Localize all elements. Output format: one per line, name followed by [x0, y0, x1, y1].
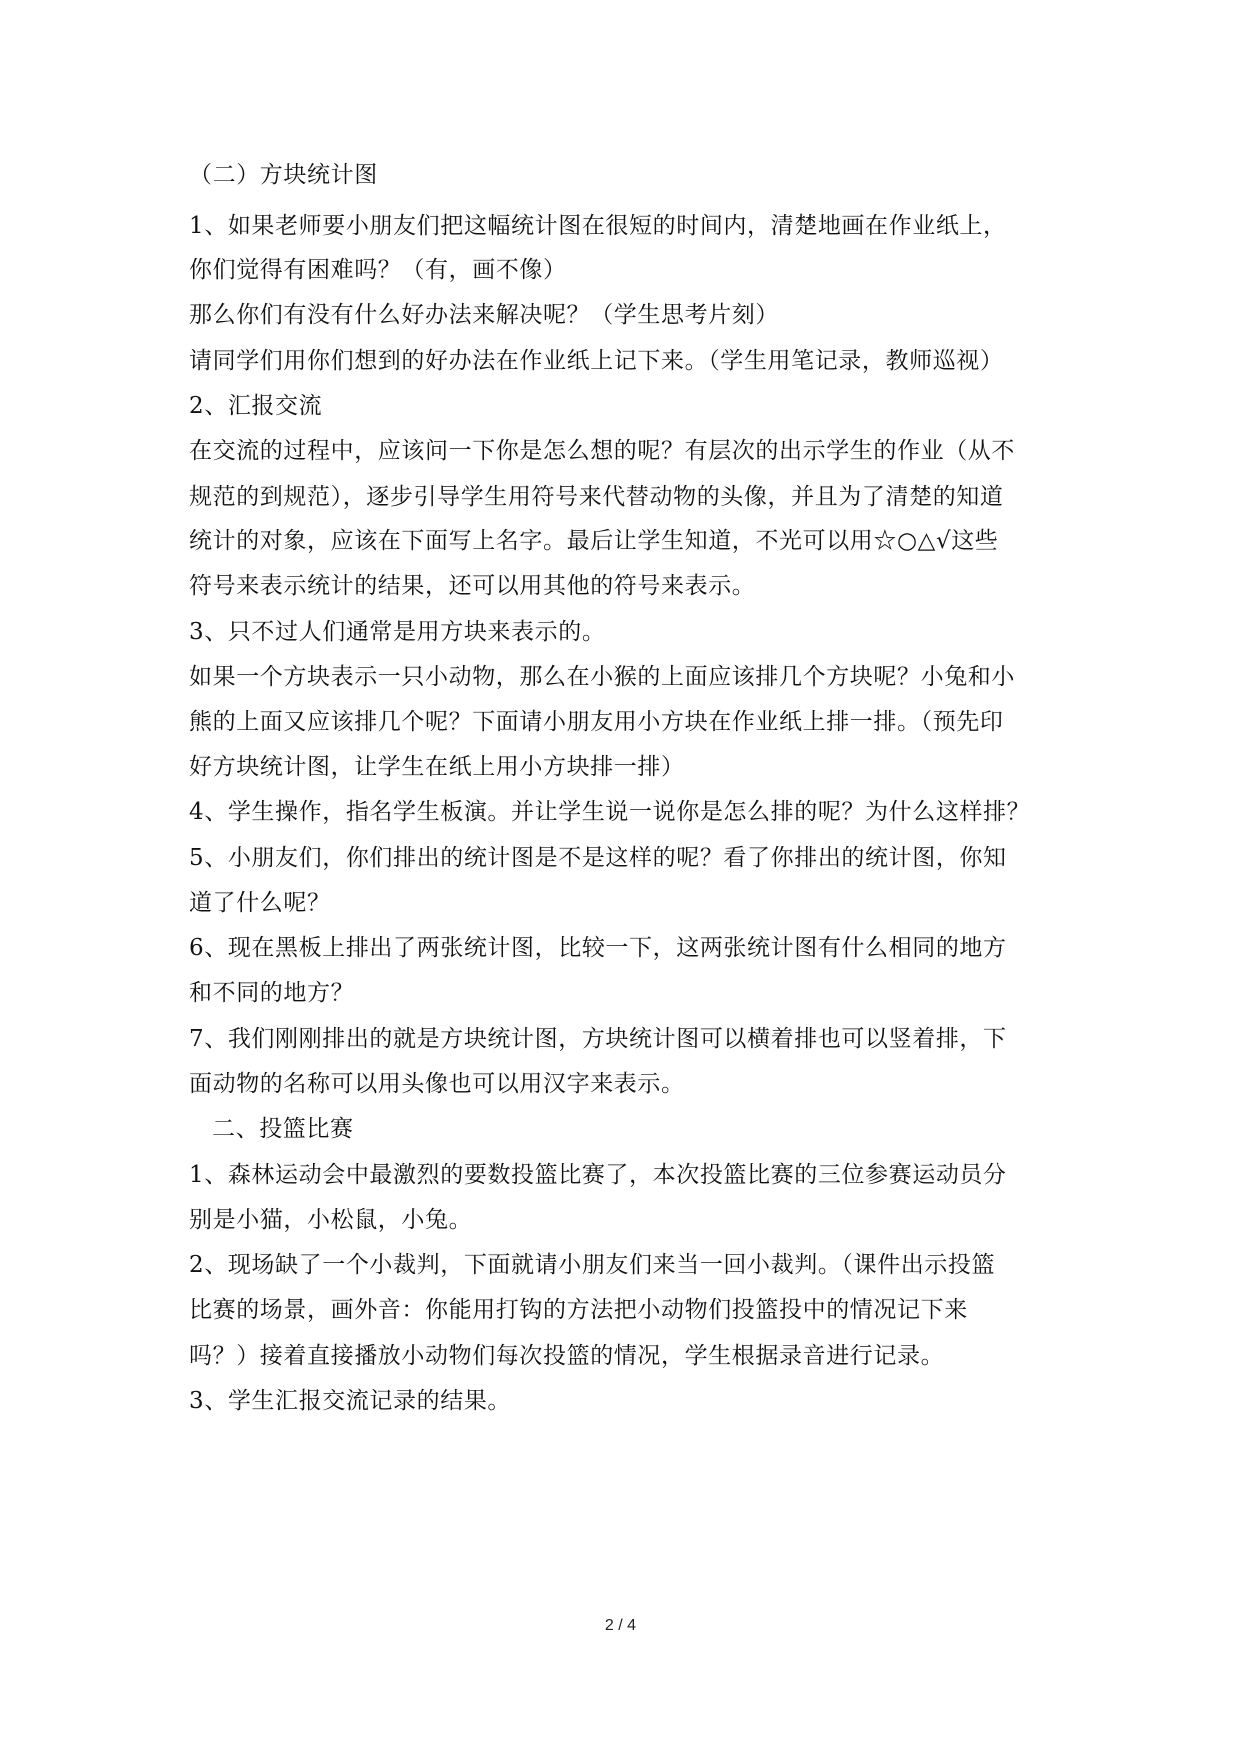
- paragraph-line: 好方块统计图，让学生在纸上用小方块排一排）: [189, 754, 685, 780]
- paragraph-line: 6、现在黑板上排出了两张统计图，比较一下，这两张统计图有什么相同的地方: [189, 935, 1007, 961]
- paragraph-line: 那么你们有没有什么好办法来解决呢？（学生思考片刻）: [189, 302, 779, 328]
- paragraph-line: 2、汇报交流: [189, 393, 323, 419]
- paragraph-line: 统计的对象，应该在下面写上名字。最后让学生知道，不光可以用☆○△√这些: [189, 528, 999, 554]
- section-heading: 二、投篮比赛: [212, 1116, 354, 1142]
- paragraph-line: 在交流的过程中，应该问一下你是怎么想的呢？有层次的出示学生的作业（从不: [189, 438, 1015, 464]
- paragraph-line: 4、学生操作，指名学生板演。并让学生说一说你是怎么排的呢？为什么这样排？: [189, 799, 1031, 825]
- paragraph-line: 1、森林运动会中最激烈的要数投篮比赛了，本次投篮比赛的三位参赛运动员分: [189, 1162, 1007, 1188]
- paragraph-line: 3、学生汇报交流记录的结果。: [189, 1388, 512, 1414]
- section-heading: （二）方块统计图: [189, 162, 378, 188]
- page-number: 2 / 4: [604, 1617, 637, 1634]
- paragraph-line: 熊的上面又应该排几个呢？下面请小朋友用小方块在作业纸上排一排。（预先印: [189, 709, 1004, 735]
- paragraph-line: 和不同的地方？: [189, 980, 355, 1006]
- paragraph-line: 5、小朋友们，你们排出的统计图是不是这样的呢？看了你排出的统计图，你知: [189, 845, 1007, 871]
- paragraph-line: 3、只不过人们通常是用方块来表示的。: [189, 619, 606, 645]
- paragraph-line: 如果一个方块表示一只小动物，那么在小猴的上面应该排几个方块呢？小兔和小: [189, 664, 1015, 690]
- paragraph-line: 道了什么呢？: [189, 890, 331, 916]
- paragraph-line: 你们觉得有困难吗？（有，画不像）: [189, 257, 567, 283]
- paragraph-line: 2、现场缺了一个小裁判，下面就请小朋友们来当一回小裁判。（课件出示投篮: [189, 1252, 996, 1278]
- paragraph-line: 别是小猫，小松鼠，小兔。: [189, 1207, 473, 1233]
- paragraph-line: 1、如果老师要小朋友们把这幅统计图在很短的时间内，清楚地画在作业纸上，: [189, 213, 1007, 239]
- paragraph-line: 吗？）接着直接播放小动物们每次投篮的情况，学生根据录音进行记录。: [189, 1343, 945, 1369]
- paragraph-line: 符号来表示统计的结果，还可以用其他的符号来表示。: [189, 573, 756, 599]
- paragraph-line: 规范的到规范），逐步引导学生用符号来代替动物的头像，并且为了清楚的知道: [189, 484, 1004, 510]
- paragraph-line: 请同学们用你们想到的好办法在作业纸上记下来。（学生用笔记录，教师巡视）: [189, 348, 1004, 374]
- paragraph-line: 面动物的名称可以用头像也可以用汉字来表示。: [189, 1071, 685, 1097]
- paragraph-line: 比赛的场景，画外音：你能用打钩的方法把小动物们投篮投中的情况记下来: [189, 1297, 968, 1323]
- paragraph-line: 7、我们刚刚排出的就是方块统计图，方块统计图可以横着排也可以竖着排，下: [189, 1026, 1007, 1052]
